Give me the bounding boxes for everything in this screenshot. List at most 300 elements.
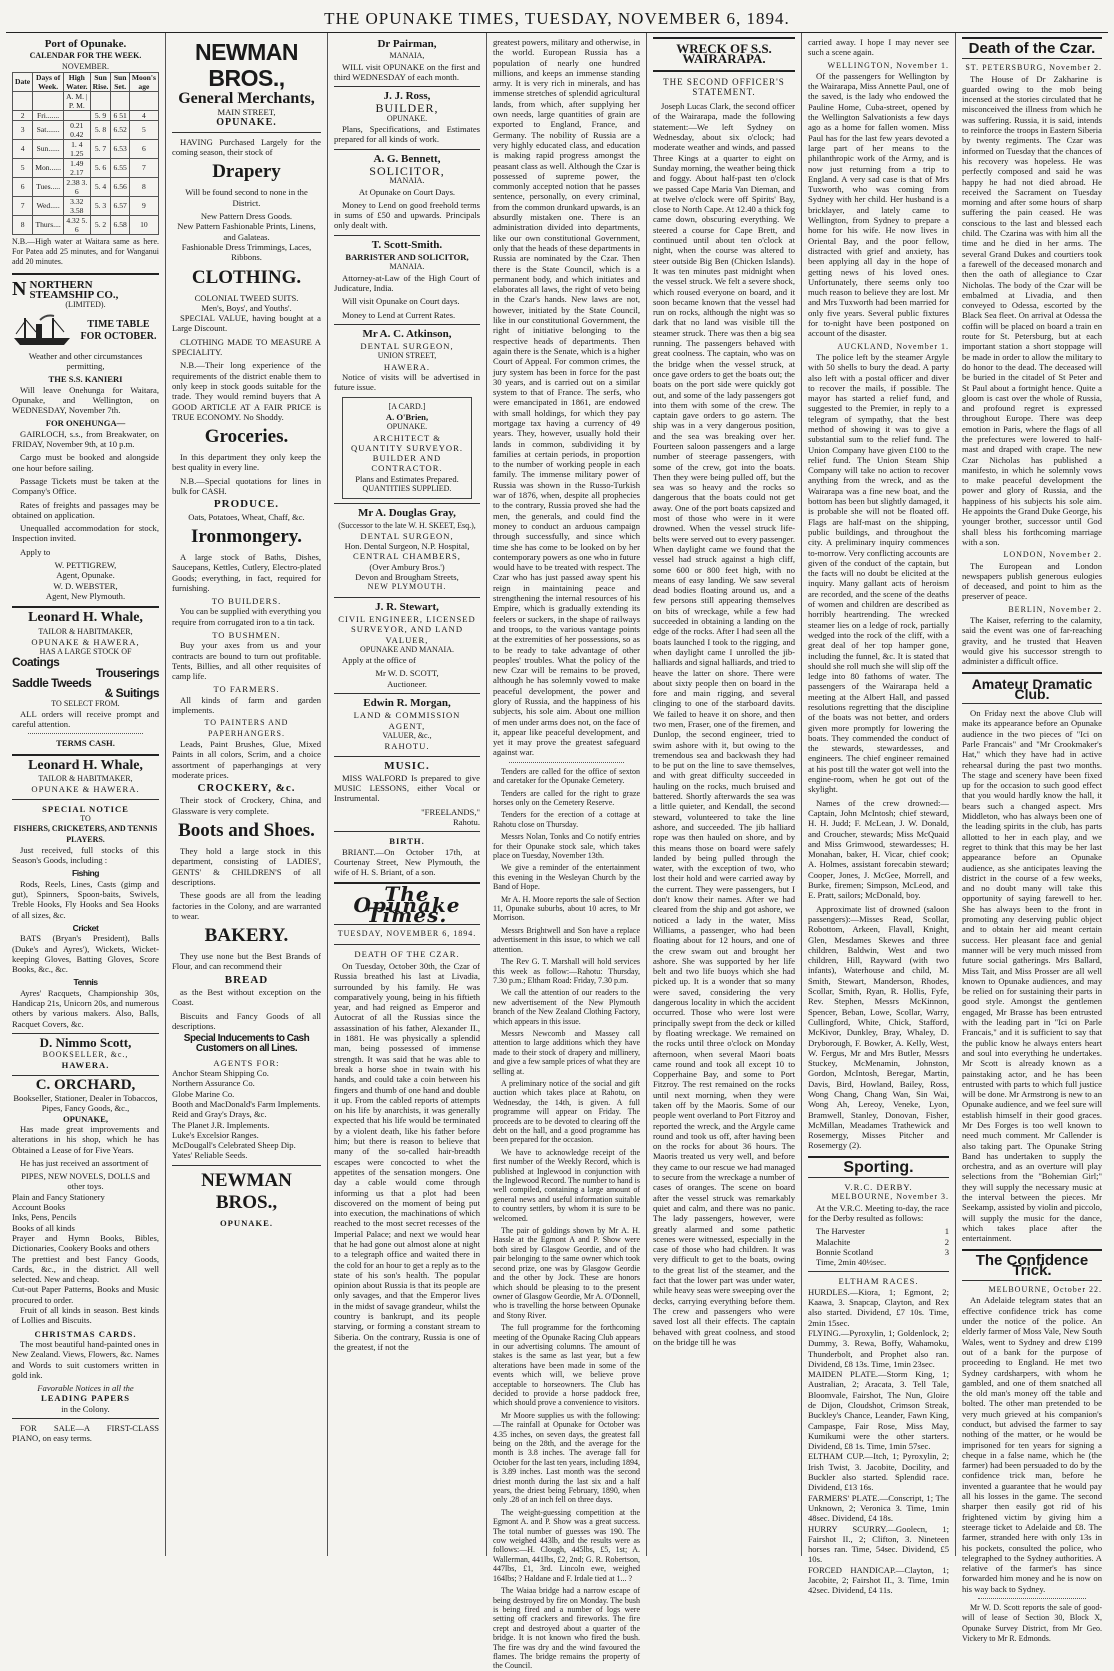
nss-for: FOR ONEHUNGA— [45, 418, 126, 429]
special-notice: SPECIAL NOTICE [42, 803, 129, 814]
clothing-made: CLOTHING MADE TO MEASURE A SPECIALITY. [172, 336, 321, 358]
wreck-subtitle: THE SECOND OFFICER'S STATEMENT. [663, 76, 785, 97]
calendar-month: NOVEMBER. [62, 61, 109, 71]
cricket-heading: Cricket [72, 922, 99, 933]
drapery-heading: Drapery [212, 161, 281, 183]
calendar-cell: 5. 4 [90, 177, 111, 196]
nss-cargo: Cargo must be booked and alongside one hour before sailing. [12, 452, 159, 473]
dateline-stpetersburg: ST. PETERSBURG, November 2. [965, 63, 1102, 73]
calendar-body [13, 110, 159, 234]
pairman-name: Dr Pairman, [377, 38, 437, 50]
calendar-cell: 6 51 [111, 110, 129, 120]
horse-place: 3 [944, 1246, 949, 1257]
newman-town: OPUNAKE. [216, 116, 277, 128]
local-notice: The Rev G. T. Marshall will hold services this week as follow:—Rahotu: Thursday, 7.30 p.m.; Eltham Road: Friday, 7.30 p.m. [493, 957, 640, 985]
calendar-cell: 8 [13, 215, 33, 234]
obrien-body: Plans and Estimates Prepared. [355, 473, 459, 484]
whale-item: & Suitings [104, 686, 159, 701]
atkinson-place: HAWERA. [383, 361, 431, 372]
port-title: Port of Opunake. [44, 38, 127, 50]
bread-body: as the Best without exception on the Coast. [172, 987, 321, 1008]
tennis-heading: Tennis [73, 977, 98, 988]
clothing-body: SPECIAL VALUE, having bought at a Large Discount. [172, 313, 321, 334]
calendar-cell: 10 [129, 215, 158, 234]
crew-drowned: Names of the crew drowned:—Captain, John McIntosh; chief steward, H. H. Judd; F. McLean, J. W. Donald, and Croucher, stewards; Miss McQuaid and Miss Grimwood, stewardesses; H. Monahan, baker, H. Vicar, chief cook; A. Holmes, assistant forecabin steward; Cooper, Jones, J. McGee, Morrell, and Burke, firemen; Simpson, McLeod, and E. Pratt, sailors; McDonald, boy. [808, 797, 949, 901]
bushmen-heading: TO BUSHMEN. [212, 629, 281, 640]
stewart-agent: Mr W. D. SCOTT, [375, 668, 439, 679]
nimmo-place: HAWERA. [61, 1060, 110, 1071]
dateline-berlin: BERLIN, November 2. [1008, 604, 1102, 614]
nss-agent2b: Agent, New Plymouth. [45, 590, 126, 601]
walford-place: Rahotu. [453, 817, 480, 827]
local-notice: A preliminary notice of the social and gift auction which takes place at Rahotu, on Wednesday, the 14th, is given. A full programme will appear on Friday. The proceeds are to be devoted to clearing off the debt on the hall, and a good programme has been prepared for the occasion. [493, 1078, 640, 1145]
horse-place: 1 [944, 1226, 949, 1237]
atkinson-street: UNION STREET, [377, 351, 437, 361]
column-3 [328, 33, 487, 1556]
xmas-heading: CHRISTMAS CARDS. [34, 1328, 137, 1339]
paper-nameplate: The Opunake Times. [353, 882, 461, 928]
whale2-places: OPUNAKE & HAWERA. [31, 784, 140, 795]
calendar-cell: 6.55 [111, 158, 129, 177]
nss-apply: Apply to [20, 546, 51, 557]
nss-rates: Rates of freights and passages may be obtained on application. [12, 499, 159, 520]
gray-body: Hon. Dental Surgeon, N.P. Hospital, [344, 541, 470, 552]
special-fishers: FISHERS, CRICKETERS, AND TENNIS PLAYERS. [13, 824, 158, 844]
nss-timetable: TIME TABLE FOR OCTOBER. [80, 318, 157, 342]
calendar-cell: 4 [129, 110, 158, 120]
calendar-cell: 5 [129, 120, 158, 139]
calendar-subheader-cell [90, 91, 111, 110]
bakery-body: They use none but the Best Brands of Flour, and can recommend their [172, 951, 321, 972]
whale2-title: Leonard H. Whale, [28, 757, 143, 773]
whale-select: TO SELECT FROM. [51, 698, 120, 708]
vrc-result-row [816, 1247, 949, 1257]
dateline-wellington: WELLINGTON, November 1. [827, 60, 949, 70]
steamship-icon [12, 314, 74, 348]
calendar-subheader-cell [111, 91, 129, 110]
leading-papers: LEADING PAPERS [40, 1393, 131, 1404]
local-notice: We give a reminder of the entertainment this evening in the Wesleyan Church by the Band of Hope. [493, 863, 640, 892]
whale-stock: HAS A LARGE STOCK OF [39, 647, 132, 657]
groceries-body: In this department they only keep the best quality in every line. [172, 452, 321, 473]
calendar-title: CALENDAR FOR THE WEEK. [29, 51, 142, 61]
crockery-heading: CROCKERY, &c. [197, 782, 296, 795]
wreck-title: WRECK OF S.S. WAIRARAPA. [676, 41, 772, 67]
orchard-place: OPUNAKE, [62, 1113, 109, 1124]
whale-orders: ALL orders will receive prompt and careful attention. [12, 708, 159, 730]
eltham-heading: ELTHAM RACES. [838, 1276, 919, 1287]
vrc-heading: V.R.C. DERBY. [844, 1182, 913, 1193]
calendar-subheader-row [13, 91, 159, 110]
walford-body: MISS WALFORD Is prepared to give MUSIC LESSONS, either Vocal or Instrumental. [334, 772, 480, 804]
smith-place: MANAIA. [389, 262, 425, 272]
column-2 [166, 33, 328, 1556]
dramatic-body: On Friday next the above Club will make its appearance before an Opunake audience in the two pieces of "Ici on Parle Francais" and "Mr Crookmaker's Hat," which they have had in active rehearsal during the past two months. The stage and scenery have been fixed up for the occasion to such good effect that you would hardly know the hall, it bears such a changed aspect. Mrs Middleton, who has always been one of the leading spirits in the club, has parts allotted to her in each play, and we regret to think that this may be her last appearance before an Opunake audience, as she anticipates leaving the district in the course of a few weeks, and no doubt many will take this opportunity of saying farewell to her. She has always been to the front in promoting any deserving public object and to obtain her aid meant certain success. Her pleasant face and genial manner will be very much missed from future social gatherings. Mrs Ballard, Miss Tait, and Miss Prosser are all well known to Opunake audiences, and may be relied on for sustaining their parts in good style. Amongst the gentlemen engaged, Mr Brasse has been entrusted with the leading part in "Ici on Parle Francais," and it is sufficient to say that the public know he always enters heart and soul into everything he undertakes. Mr Scott is already known as a painstaking actor, and he has been entrusted with parts to which full justice will be done. Mr Armstrong is new to an Opunake audience, and we feel sure will establish himself in their good graces. Mr Des Forges is too well known to need much comment. Mr Callender is also taking part. The Opunake String Band has undertaken to supply the orchestra, and as an overture will play selections from the "Bohemian Girl;" they will supply the necessary music at the interval between the pieces. Mr Seekamp, assisted by violin and piccolo, will supply the music for the dance, which takes place after the entertainment. [962, 708, 1102, 1244]
local-notice: Mr A. H. Moore reports the sale of Section 11, Opunake suburbs, about 10 acres, to Mr Morrison. [493, 894, 640, 923]
calendar-cell: 4.32 5. 6 [64, 215, 91, 234]
passengers-drowned: Approximate list of drowned (saloon passengers):—Misses Read, Scollar, Robottom, Arkeen, Flavall, Knight, Glen, Mesdames Skewes and three children, Baldwin, West and two children, Hill, Rayward (with two infants), Waterhouse and child, M. Smith, Stewart, Manderson, Rhodes, Scollar, Smith, Ryan, R. Hollis, Fyfe, Rev. Stephen, Messrs McKinnon, Spencer, Beban, Lowe, Scollar, Warry, Cullingford, White, Chick, Stafford, McKivor, Dunkley, Bray, Whaley, D. Dryborough, F. Bowker, A. Kelly, West, W. Fergus, Mr and Mrs Butler, Messrs Stuckey, McMenamin, Johnston, Gordon, McIntosh, Beregar, Martin, Davis, Bird, Howland, Bailey, Ross, Wong Chang, Chang Wan, Sin Wai, Wong Ah, Lereoy, Veneke, Lyon, Bramwell, Stanley, Donovan, Fisher, McMillan, Meadames Trathewick and Rosemergy, Misses Pitcher and Rosemergy (2). [808, 903, 949, 1151]
calendar-header-cell: Days of Week. [33, 72, 64, 91]
stewart-agent2: Auctioneer. [387, 678, 427, 689]
whale2-sub: TAILOR & HABITMAKER, [38, 774, 133, 784]
vrc-result-row [816, 1237, 949, 1247]
calendar-cell: 6.56 [111, 177, 129, 196]
sporting-heading: Sporting. [843, 1158, 914, 1176]
calendar-subheader-cell [13, 91, 33, 110]
obrien-card [342, 397, 472, 500]
newman-title: NEWMAN BROS., [194, 39, 299, 91]
atkinson-trade: DENTAL SURGEON, [360, 341, 454, 352]
groceries-nb: N.B.—Special quotations for lines in bulk for CASH. [172, 475, 321, 497]
painters-body: Leads, Paint Brushes, Glue, Mixed Paints in all colors, Scrim, and a choice assortment of paperhangings at very moderate prices. [172, 738, 321, 780]
orchard-sub: Bookseller, Stationer, Dealer in Tobaccos, Pipes, Fancy Goods, &c., [13, 1093, 158, 1114]
calendar-cell: Mon...... [33, 158, 64, 177]
ross-place: OPUNAKE. [386, 113, 428, 123]
terms-cash: TERMS CASH. [56, 738, 115, 749]
farmers-body: All kinds of farm and garden implements. [172, 694, 321, 716]
vrc-time: Time, 2min 40½sec. [816, 1257, 887, 1268]
bennett-place: MANAIA. [389, 176, 425, 186]
calendar-row [13, 110, 159, 120]
calendar-cell: 6.57 [111, 196, 129, 215]
boots-body2: These goods are all from the leading factories in the Colony, and are warranted to wear. [172, 890, 321, 921]
bennett-body: At Opunake on Court Days. [358, 186, 456, 197]
nimmo-title: D. Nimmo Scott, [39, 1034, 132, 1050]
paper-date: TUESDAY, NOVEMBER 6, 1894. [337, 929, 477, 939]
local-notice: Tenders for the erection of a cottage at Rahotu close on Thursday. [493, 810, 640, 829]
stewart-place: OPUNAKE AND MANAIA. [360, 644, 454, 654]
iron-body: A large stock of Baths, Dishes, Saucepans, Kettles, Cutlery, Electro-plated Goods; everything, in fact, required for furnishing. [172, 551, 321, 593]
produce-heading: PRODUCE. [213, 498, 280, 511]
wreck-body: Joseph Lucas Clark, the second officer of the Wairarapa, made the following statement:—We left Sydney on Wednesday, about six o'clock; had moderate weather and winds, and passed Three Kings at a quarter to eight on Sunday morning, the weather being thick and foggy. About half-past ten o'clock we passed Cape Maria Van Dieman, and at twelve o'clock were off Spirits' Bay, close to North Cape. At 12.40 a thick fog came down, obscuring everything. We steered a course for Cape Brett, and continued until about ten o'clock at night, when the course was altered to steer outside Big Ben (Chicken Islands). It was ten minutes past midnight when the vessel struck. We felt a severe shock, which roused everyone on board, and it soon became known that the vessel had run on rocks, although the night was so dark that no land was visible till the steamer struck. There was then a big sea running. The passengers behaved with great coolness. The captain, who was on the bridge when the vessel struck, at once gave orders to get the boats out; the boats on the port side were quickly got out, and some of the lady passengers got into them with some of the crew. The captain gave orders to go astern. The ship was in a very dangerous position, and the sea was breaking over her. Fourteen saloon passengers and a large number of steerage passengers, with some of the crew, got into the boats. Then they were being pulled off, but the sea was so heavy and the rocks so dangerous that the boats could not get away. One of the port boats capsized and most of those who were in it were drowned. When the vessel struck life-belts were served out to every passenger. When daylight came we found that the vessel had struck against a high cliff, some 600 or 800 feet high, with no means of easy landing. We saw several dead bodies floating around us, and a few persons still appearing themselves on bits of wreckage, while a few had succeeded in obtaining a landing on the edge of the rocks. After I had seen all the boats launched I took to the rigging, and when daylight came I unrolled the jib-halliards and signal halliards, and tried to heave the latter on shore. There were about sixty people then on board in the fore and main rigging, and several clinging to one of the starboard davits. We failed to heave it on shore, and then two men, Fraser, one of the firemen, and Dunlop, the second engineer, tried to swim ashore with it, but owing to the tremendous sea and backwash they had to be put on the line to save themselves, and with great difficulty succeeded in hauling on the rocks, much bruised and battered. Shortly afterwards the sea was a little quieter, and Kendall, the second steward, volunteered to take the line ashore, and succeeded. The jib halliard rope was then hauled on shore, and by this means those on board were safely landed by being pulled through the water, with the exception of two, who lost their hold and were carried away by the current. They were passengers, but I don't know their names. After we had cleared from the ship and got ashore, we noticed a lady in the water, Miss Williams, a passenger, who had been floating about for 12 hours, and one of the crew swam out and brought her ashore. She was supported by her life belt and two life buoys which she had picked up. It is a wonder that so many were saved, considering the very dangerous locality in which the accident occurred. Those who were lost were principally swept from the deck or killed by floating wreckage. We remained on the rocks until three o'clock on Monday afternoon, when several Maori boats came round and took all except 10 to Copperhaine Bay, and some to Port Fitzroy. The rest remained on the rocks until next morning, when they were taken off by the Maoris. Some of our people went overland to Port Fitzroy and reported the wreck, and the Argyle came round and took us off, after having been on the rocks for about 36 hours. The Maoris treated us very well, and before they came to our rescue we had managed to secure from the wreckage a number of cases of oranges. The scene on board after the vessel struck was remarkably quiet and calm, and there was no panic. The lady passengers, however, were greatly alarmed and some pathetic scenes were witnessed, especially in the case of those who had children. It was very difficult to get to the boats, owing to the great list of the steamer, and the fact that the lower part was under water, while heavy seas were sweeping over the decks, carrying everything before them. The crew and passengers who were saved lost all their effects. The captain behaved with great coolness, and stood on the bridge till he was [653, 101, 795, 1347]
ross-name: J. J. Ross, [383, 90, 431, 103]
smith-body2: Will visit Opunake on Court days. [342, 296, 460, 307]
farmers-heading: TO FARMERS. [213, 684, 280, 695]
tennis-body: Ayres' Racquets, Championship 30s, Handicap 21s, Unicorn 20s, and numerous others by various makers. Also, Balls, Racquet Covers, &c. [12, 987, 159, 1029]
vrc-result-row [816, 1226, 949, 1236]
painters-heading: TO PAINTERS AND PAPERHANGERS. [204, 718, 289, 738]
cricket-body: BATS (Bryan's President), Balls (Duke's and Ayres'), Wickets, Wicket-keeping Gloves, Batting Gloves, Score Books, &c., &c. [12, 933, 159, 975]
calendar-cell: 1.49 2.17 [64, 158, 91, 177]
calendar-cell: 3 [13, 120, 33, 139]
berlin-body: The Kaiser, referring to the calamity, said the event was one of far-reaching gravity, and he trusted that Heaven would give his successor strength to administer a difficult office. [962, 615, 1102, 667]
column-1 [6, 33, 166, 1556]
death-title: DEATH OF THE CZAR. [354, 948, 460, 959]
nss-agent1: W. PETTIGREW, [54, 560, 117, 571]
dateline-london: LONDON, November 2. [1003, 550, 1102, 560]
obrien-name: A. O'Brien, [385, 411, 429, 422]
orchard-body: Has made great improvements and alterations in his shop, which he has Obtained a Lease of for Five Years. [12, 1123, 159, 1155]
bakery-heading: BAKERY. [204, 925, 289, 947]
eltham-body: HURDLES.—Kiora, 1; Egmont, 2; Kaawa, 3. Snapcap, Clayton, and Rex also started. Dividend, £7 10s. Time, 2min 15sec. FLYING.—Pyroxylin, 1; Goldenlock, 2; Dummy, 3. Rewa, Boffy, Wahamoku, Thunderbolt, and Prophet also ran. Dividend, £8 13s. Time, 1min 23sec. MAIDEN PLATE.—Storm King, 1; Australian, 2; Aracata, 3. Tell Tale, Bloomvale, Fairshot, The Nun, Gloire de Dijon, Cloudshot, Crimson Streak, Buckley's Chance, Leander, Fawn King, Campaspe, Fair Rose, Miss May, Kumikumi were the other starters. Dividend, £8 1s. Time, 1min 57sec. ELTHAM CUP.—Itch, 1; Pyroxylin, 2; Irish Twist, 3. Jacobite, Docility, and Buckler also started. Splendid race. Dividend, £13 16s. FARMERS' PLATE.—Conscript, 1; The Unknown, 2; Veronica 3. Time, 1min 48sec. Dividend, £4 18s. HURRY SCURRY.—Goolecn, 1; Fairshot II., 2; Clifton, 3. Nineteen horses ran. Time, 54sec. Dividend, £5 10s. FORCED HANDICAP.—Clayton, 1; Jacobite, 2; Fairshot II., 3. Time, 1min 42sec. Dividend, £4 11s. [808, 1286, 949, 1596]
fishing-body: Rods, Reels, Lines, Casts (gimp and gut), Spinners, Spoon-baits, Swivels, Treble Hooks, Fly Hooks and Sea Hooks of all sizes, &c. [12, 878, 159, 920]
whale-title: Leonard H. Whale, [28, 610, 143, 626]
boots-heading: Boots and Shoes. [178, 820, 315, 842]
masthead: THE OPUNAKE TIMES, TUESDAY, NOVEMBER 6, 1894. [6, 6, 1108, 33]
nss-limited: (LIMITED). [65, 300, 106, 310]
london-body: The European and London newspapers publish generous eulogies of deceased, and point to him as the preserver of peace. [962, 560, 1102, 602]
atkinson-name: Mr A. C. Atkinson, [362, 327, 452, 340]
calendar-subheader-cell: A. M. | P. M. [64, 91, 91, 110]
local-notice: Mr Moore supplies us with the following:—The rainfall at Opunake for October was 4.35 inches, on seven days, the greatest fall being on the 28th, and the average for the month is 3.8 inches. The average fall for October for the last ten years, including 1894, is 3.89 inches. Last month was the second driest month during the last six and a half years, the driest being February, 1890, when only .28 of an inch fell on three days. [493, 1410, 640, 1505]
bread-body2: Biscuits and Fancy Goods of all descriptions. [172, 1010, 321, 1031]
clothing-sub2: Men's, Boys', and Youths'. [201, 302, 292, 313]
whale-item: Saddle Tweeds [12, 675, 92, 690]
in-colony: in the Colony. [61, 1403, 110, 1414]
calendar-subheader-cell [33, 91, 64, 110]
gray-name: Mr A. Douglas Gray, [358, 507, 456, 520]
wellington-body: Of the passengers for Wellington by the Wairarapa, Miss Annette Paul, one of the saved, is the lady who endowed the Pauline Home, Cuba-street, opened by the Wellington Salvationists a few days ago as a home for fallen women. Miss Paul has for the last few years devoted a large part of her means to the philanthropic work of the Army, and is now just returning from a trip to England. A very sad case is that of Mrs Tuxworth, who was coming from Sydney with her child. Her husband is a bricklayer, and lately came to Wellington, from Sydney to prepare a home for his wife. He now lives in Oriental Bay, and the poor fellow, distracted with grief and anxiety, has been applying all day in the hope of getting news of his loved ones. Unfortunately, there seems only too much reason to believe they are lost. Mr and Mrs Tuxworth had been married for only five years. Several public fixtures for to-night have been postponed on account of the disaster. [808, 70, 949, 339]
wreck-continued: carried away. I hope I may never see such a scene again. [808, 37, 949, 58]
agents-heading: AGENTS FOR: [213, 1057, 280, 1068]
calendar-row [13, 196, 159, 215]
birth-heading: BIRTH. [389, 836, 425, 847]
calendar-cell: 2.38 3. 6 [64, 177, 91, 196]
fishing-heading: Fishing [71, 868, 100, 879]
newman-footer-title: NEWMAN BROS., [201, 1169, 292, 1213]
pairman-place: MANAIA, [389, 51, 425, 61]
walford-addr: "FREELANDS," [421, 806, 480, 817]
bushmen-body: Buy your axes from us and your contracts are bound to turn out profitable. Tents, Billies, and all other requisites of camp life. [172, 640, 321, 682]
local-notice: We have to acknowledge receipt of the first number of the Weekly Record, which is published at Inglewood in conjunction with the Inglewood Record. The number to hand is well compiled, containing a large amount of general news and useful information suitable to country settlers, by whom it is sure to be welcomed. [493, 1147, 640, 1223]
drapery-body: Will be found second to none in the District. [185, 187, 308, 208]
stewart-trade: CIVIL ENGINEER, LICENSED SURVEYOR, AND LAND VALUER, [338, 613, 476, 645]
calendar-cell: Fri....... [33, 110, 64, 120]
gray-addr2: (Over Ambury Bros.') [369, 561, 445, 572]
nss-passage: Passage Tickets must be taken at the Company's Office. [12, 475, 159, 497]
calendar-cell: 5 [13, 158, 33, 177]
newman-street: MAIN STREET, [217, 107, 276, 118]
calendar-cell: 6 [13, 177, 33, 196]
builders-body: You can be supplied with everything you require from corrugated iron to a tin tack. [172, 606, 321, 627]
steamship-ad: NNORTHERN STEAMSHIP CO., (LIMITED). TIME TABLE FOR OCTOBER. Weather and other circumstances permitting, THE S.S. KANIERI Will leave Onehunga for Waitara, Opunake, and Wellington, on WEDNESDAY, November 7th. FOR ONEHUNGA— GAIRLOCH, s.s., from Breakwater, on FRIDAY, November 9th, at 10 p.m. Cargo must be booked and alongside one hour before sailing. Passage Tickets must be taken at the Company's Office. Rates of freights and passages may be obtained on application. Unequalled accommodation for stock, Inspection invited. Apply to W. PETTIGREW, Agent, Opunake. W. D. WEBSTER, Agent, New Plymouth. [12, 277, 159, 601]
gray-succ: (Successor to the late W. H. SKEET, Esq.), [338, 520, 476, 530]
calendar-row [13, 158, 159, 177]
orchard-assort: He has just received an assortment of [20, 1157, 149, 1168]
nimmo-sub: BOOKSELLER, &c., [42, 1050, 129, 1060]
calendar-cell: Wed..... [33, 196, 64, 215]
column-6 [802, 33, 956, 1596]
calendar-cell: 7 [129, 158, 158, 177]
dateline-melbourne: MELBOURNE, October 22. [988, 1285, 1102, 1295]
calendar-cell: 7 [13, 196, 33, 215]
calendar-row [13, 139, 159, 158]
stewart-apply: Apply at the office of [342, 655, 416, 666]
bennett-name: A. G. Bennett, [373, 152, 441, 165]
calendar-cell: 4 [13, 139, 33, 158]
calendar-cell: Sat....... [33, 120, 64, 139]
boots-body: They hold a large stock in this department, consisting of LADIES', GENTS' & CHILDREN'S of all descriptions. [172, 846, 321, 887]
calendar-cell: Sun...... [33, 139, 64, 158]
obrien-trade2: BUILDER AND CONTRACTOR. [371, 453, 443, 474]
nss-gairloch: GAIRLOCH, s.s., from Breakwater, on FRIDAY, November 9th, at 10 p.m. [12, 428, 159, 450]
local-notice: The full programme for the forthcoming meeting of the Opunake Racing Club appears in our advertising columns. The amount of stakes is the same as last year, but a few alterations have been made in some of the events which will, we believe prove acceptable to horseowners. The Club has decided to provide a horse paddock free, which should prove a convenience to visitors. [493, 1323, 640, 1408]
atkinson-body: Notice of visits will be advertised in future issue. [334, 372, 480, 393]
newman-footer-town: OPUNAKE. [219, 1217, 274, 1228]
calendar-header-cell: Sun Set. [111, 72, 129, 91]
columns [6, 33, 1108, 1671]
calendar-cell: 5. 9 [90, 110, 111, 120]
gray-addr3: Devon and Brougham Streets, [355, 572, 459, 583]
special-inducements: Special Inducements to Cash Customers on all Lines. [183, 1033, 310, 1055]
local-notice: The weight-guessing competition at the Egmont A. and P. Show was a great success. The total number of guesses was 190. The cow weighed 443lb, and the results were as follows:—H. Clough, 445lbs, £5, 1st; A. Wallerman, 441lbs, £2, 2nd; G. R. Robertson, 447lbs, £1, 3rd. Lincoln ewe, weighed 164lbs; ? Haldane and F. Irdale tied at 1... ? [493, 1507, 640, 1583]
nss-ship: THE S.S. KANIERI [48, 374, 123, 385]
calendar-header-cell: Moon's age [129, 72, 158, 91]
stpetersburg-body: The House of Dr Zakharine is guarded owing to the mob being incensed at the stories circulated that he misconceived the illness from which he was suffering. Russia, it is said, intends to reinforce the troops in Eastern Siberia by twenty regiments. The Czar was informed on Tuesday that the chances of his recovery was hopeless. He was perfectly composed and said he was happy he had not died abroad. He received the Sacrament on Tuesday morning and after some hours of sharp suffering the pain ceased. He was conscious to the last and blessed each child. The Czarina was with him all the time and he died in her arms. The several Grand Dukes and courtiers took a farewell of the deceased monarch and then the oath of allegiance to Czar Nicholas. The body of the Czar will be embalmed at Livadia, and then conveyed to Odessa, escorted by the Black Sea fleet. On arrival at Odessa the coffin will be placed on board a train en route for St. Petersburg, but at each important station a short stoppage will be made in order to allow the military to do honor to the dead. The deceased will be buried in the citadel of St Peter and St Paul about a fortnight hence. Quite a gloom is cast over the whole of Russia, and profound regret is expressed throughout Europe. There was deep emotion in Paris, where the flags of all the prefectures were lowered to half-mast and draped with crape. The new Czar Nicholas has published a manifesto, in which he solemnly vows to make peaceful development the power and glory of Russia, and the happiness of his subjects his sole aim. He appoints the Grand Duke George, his younger brother, successor until God shall bless his forthcoming marriage with a son. [962, 73, 1102, 547]
orchard-items: PIPES, NEW NOVELS, DOLLS and other toys. [21, 1171, 150, 1192]
calendar-row [13, 177, 159, 196]
local-notice: Tenders are called for the right to graze horses only on the Cemetery Reserve. [493, 788, 640, 807]
column-5 [647, 33, 802, 1556]
orchard-list: Plain and Fancy Stationery Account Books Inks, Pens, Pencils Books of all kinds Prayer and Hymn Books, Bibles, Dictionaries, Cookery Books and others The prettiest and best Fancy Goods, Cards, &c., in the district. All well selected. New and cheap. Cut-out Paper Patterns, Books and Music procured to order. [12, 1191, 159, 1305]
calendar-header-cell: Date [13, 72, 33, 91]
calendar-cell: Thurs.... [33, 215, 64, 234]
whale-items [12, 655, 159, 701]
calendar-row [13, 215, 159, 234]
vrc-body: At the V.R.C. Meeting to-day, the race for the Derby resulted as follows: [808, 1202, 949, 1223]
calendar-row [13, 120, 159, 139]
calendar-cell: 1. 4 1.25 [64, 139, 91, 158]
calendar-cell [64, 110, 91, 120]
nss-agent2: W. D. WEBSTER, [53, 580, 118, 591]
calendar-cell: 5. 3 [90, 196, 111, 215]
nss-unequalled: Unequalled accommodation for stock, Inspection invited. [12, 523, 159, 544]
gray-trade: DENTAL SURGEON, [360, 530, 454, 541]
whale-places: OPUNAKE & HAWERA, [31, 636, 140, 647]
calendar-cell: 3.32 3.58 [64, 196, 91, 215]
nss-agent1b: Agent, Opunake. [56, 570, 115, 581]
favorable-notices: Favorable Notices in all the [37, 1383, 134, 1394]
local-notice: Messrs Nolan, Tonks and Co notify entries for their Opunake stock sale, which takes place on Tuesday, November 13th. [493, 832, 640, 861]
ironmongery-heading: Ironmongery. [190, 525, 302, 547]
card-label: [A CARD.] [388, 401, 426, 411]
orchard-title: C. ORCHARD, [35, 1076, 136, 1093]
dramatic-heading: Amateur Dramatic Club. [971, 675, 1093, 702]
calendar-cell: 6 [129, 139, 158, 158]
calendar-cell: 9 [129, 196, 158, 215]
smith-body3: Money to Lend at Current Rates. [342, 309, 456, 320]
local-notice: We call the attention of our readers to the new advertisement of the New Plymouth branch of the New Zealand Clothing Factory, which appears in this issue. [493, 988, 640, 1026]
horse-place: 2 [944, 1236, 949, 1247]
czar-article-continued: greatest powers, military and otherwise, in the world. European Russia has a population of nearly one hundred millions, and keeps an immense standing army. It is very rich in minerals, and has immense stretches of splendid agricultural lands, from which, after supplying her own needs, large quantities of grain are exported to England, France, and Germany. The nobility of Russia are a very highly educated class, and education is making rapid progress amongst the peasant class as well. Although the Czar is possessed of supreme power, the commonly accepted notion that he passes sentence, personally, on every criminal, from the common drunkard upwards, is an absurdly mistaken one. There is an administration divided into departments, like our own constitutional Government, only that the heads of these departments in Russia are nominated by the Czar. Then there is the State Council, which is a permanent body, and which initiates and elaborates all laws, the right of veto being in the Czar's hands. New laws are not, however, initiated by the State Council, like in our constitutional Government, the right of initiative belonging to the respective heads of departments. Then again there is the Senate, which is a higher Court of Appeal. For common crimes, the jury system has been in force for the past 30 years, and is carried out on a similar system to that of France. The serfs, who were emancipated in 1861, are endowed with small holdings, for which they pay mortgage tax having a currency of 49 years. They, however, usually hold their lands in common, subdividing it by families at certain periods, in proportion to the number of working people in each family. The immense military power of Russia was shown in the Russo-Turkish war of 1876, when, despite all prophecies to the contrary, Russia proved she had the men, the generals, and could find the money to conduct an arduous campaign through successfully, and since which time she has come to be looked on by her contemporary powers as one who in future would have to be treated with respect. The Czar who has just passed away spent his reign in maintaining peace and strengthening the internal resources of his Empire, which is gradually extending its feelers or suckers, in the shape of railways and troops, to the various vantage points at the extremities of her possessions, so as to be ready to take advantage of other peoples' troubles. What the policy of the new Czar will be remains to be proved, although he has solemnly vowed to make peaceful development, the power and glory of Russia, and the happiness of his subjects, his sole aim. About one million of men under arms does not, on the face of it, appear like peaceful development, and yet it may prove the greatest safeguard against war. [493, 37, 641, 758]
waiaa-notice: The Waiaa bridge had a narrow escape of being destroyed by fire on Monday. The bush is being fired and a number of logs were setting off crackers and fireworks. The fire crept and destroyed about a quarter of the bridge. It is not known who fired the bush. The fire was dry and the wind favoured the flames. The bridge remains the property of the Council. [493, 1586, 640, 1671]
morgan-trade: LAND & COMMISSION AGENT, [353, 710, 461, 731]
stewart-name: J. R. Stewart, [375, 600, 439, 613]
scott-sale-note: Mr W. D. Scott reports the sale of good-will of lease of Section 30, Block X, Opunake Survey District, from Mr Geo. Vickery to Mr R. Edmonds. [962, 1603, 1102, 1643]
bread-heading: BREAD [224, 973, 269, 986]
ross-trade: BUILDER, [375, 101, 439, 116]
calendar-cell: 0.21 0.42 [64, 120, 91, 139]
morgan-place: RAHOTU. [384, 741, 430, 752]
local-notice: Messrs Newcomb and Massey call attention to large additions which they have made to their stock of drapery and millinery, and give a few sample prices of what they are selling at. [493, 1028, 640, 1076]
horse-name: Malachite [816, 1236, 851, 1247]
local-notices [493, 767, 640, 1583]
calendar-subheader-cell [129, 91, 158, 110]
horse-name: The Harvester [816, 1226, 865, 1237]
calendar-cell: 5. 6 [90, 158, 111, 177]
calendar-cell: 6.52 [111, 120, 129, 139]
dateline-auckland: AUCKLAND, November 1. [837, 341, 949, 351]
pairman-body: WILL visit OPUNAKE on the first and third WEDNESDAY of each month. [334, 61, 480, 82]
ross-body: Plans, Specifications, and Estimates prepared for all kinds of work. [334, 124, 480, 145]
morgan-name: Edwin R. Morgan, [363, 697, 451, 710]
newman-nb: N.B.—Their long experience of the requirements of the district enable them to only keep in stock goods suitable for the trade. They would remind buyers that A GOOD ARTICLE AT A FAIR PRICE is TRUE ECONOMY. No Shoddy. [172, 360, 321, 422]
music-heading: MUSIC. [384, 759, 430, 772]
bennett-body2: Money to Lend on good freehold terms in sums of £50 and upwards. Principals only dealt with. [334, 199, 480, 231]
orchard-fruit: Fruit of all kinds in season. Best kinds of Lollies and Biscuits. [12, 1305, 159, 1326]
confidence-heading: The Confidence Trick. [975, 1251, 1089, 1279]
produce-body: Oats, Potatoes, Wheat, Chaff, &c. [188, 511, 305, 522]
column-4 [487, 33, 647, 1671]
whale-sub: TAILOR & HABITMAKER, [38, 626, 133, 636]
obrien-body2: QUANTITIES SUPPLIED. [362, 483, 452, 493]
whale-item: Coatings [12, 655, 60, 670]
calendar-header-row [13, 72, 159, 91]
calendar-note: N.B.—High water at Waitara same as here. For Patea add 25 minutes, and for Wanganui add 20 minutes. [12, 236, 159, 267]
calendar-cell: 6.53 [111, 139, 129, 158]
bennett-trade: SOLICITOR, [369, 163, 445, 178]
calendar-cell: 8 [129, 177, 158, 196]
calendar-cell: 5. 2 [90, 215, 111, 234]
calendar-cell: 6.58 [111, 215, 129, 234]
clothing-sub: COLONIAL TWEED SUITS. [194, 292, 299, 303]
calendar-cell: 5. 7 [90, 139, 111, 158]
calendar-header-cell: High Water. [64, 72, 91, 91]
czar-news-heading: Death of the Czar. [968, 40, 1096, 57]
calendar-cell: Tues..... [33, 177, 64, 196]
smith-trade: BARRISTER AND SOLICITOR, [345, 252, 469, 263]
birth-body: BRIANT.—On October 17th, at Courtenay Street, New Plymouth, the wife of H. S. Briant, of a son. [334, 846, 480, 878]
local-notice: Tenders are called for the office of sexton and caretaker for the Opunake Cemetery. [493, 766, 640, 786]
drapery-items: New Pattern Dress Goods. New Pattern Fashionable Prints, Linens, and Galateas. Fashionable Dress Trimmings, Laces, Ribbons. [177, 211, 316, 263]
newman-having: HAVING Purchased Largely for the coming season, their stock of [172, 136, 321, 158]
horse-name: Bonnie Scotland [816, 1246, 874, 1257]
local-notice: Messrs Brightwell and Son have a replace advertisement in this issue, to which we call attention. [493, 925, 640, 954]
vrc-results [808, 1226, 949, 1257]
obrien-place: OPUNAKE. [386, 422, 428, 432]
nss-leave: Will leave Onehunga for Waitara, Opunake, and Wellington, on WEDNESDAY, November 7th. [12, 384, 159, 416]
xmas-body: The most beautiful hand-painted ones in New Zealand. Views, Flowers, &c. Names and Words to suit customers written in gold ink. [12, 1338, 159, 1380]
newman-sub: General Merchants, [178, 90, 315, 107]
smith-body: Attorney-at-Law of the High Court of Judicature, India. [334, 272, 480, 293]
column-7 [956, 33, 1108, 1643]
nss-title: NORTHERN STEAMSHIP CO., [29, 278, 119, 302]
morgan-val: VALUER, &c., [382, 730, 432, 740]
calendar-table [12, 72, 159, 235]
calendar-cell: 2 [13, 110, 33, 120]
obrien-trade: ARCHITECT & QUANTITY SURVEYOR. [351, 432, 463, 453]
builders-heading: TO BUILDERS. [211, 596, 282, 607]
gray-addr: CENTRAL CHAMBERS, [353, 551, 461, 562]
groceries-heading: Groceries. [204, 426, 289, 448]
for-sale: FOR SALE—A FIRST-CLASS PIANO, on easy terms. [12, 1422, 159, 1444]
auckland-body: The police left by the steamer Argyle with 50 shells to bury the dead. A party also left with a postal officer and diver to recover the mails, if possible. The mayor has started a relief fund, and suggested to the Premier, in reply to a telegram of sympathy, that the best method of showing it was to give a substantial sum to the relief fund. The Union Company have given £100 to the relief fund. The Union Steam Ship Company will take no action to recover anything from the wreck, and as the Wairarapa was a fine new boat, and the bottom has been but slightly damaged, it is probable she will not be floated off. Flags are half-mast on the shipping, public buildings, and throughout the city. A preliminary inquiry commences to-morrow. Very conflicting accounts are given of the conduct of the captain, but the facts will no doubt be elicited at the inquiry. Many gallant acts of heroism are recorded, and the scene of the deaths of women and children are described as horribly heartrending. The wrecked steamer lies on a ledge of rock, partially wedged into the rock of the cliff, with a great deal of her top hamper gone, including the funnel, &c. It is stated that should she roll much she will slip off the ledge into 80 fathoms of water. The passengers of the Wairarapa held a meeting at the Albert Hall, and passed resolutions regretting that the discipline of the boats was not better, and orders given more promptly for lowering the boats. They commended the conduct of the stewards, stewardesses, and engineers. The chief engineer remained at his post till the water got well into the engine-room, when he got out of the skylight. [808, 351, 949, 795]
crockery-body: Their stock of Crockery, China, and Glassware is very complete. [172, 795, 321, 816]
whale-item: Trouserings [95, 665, 159, 680]
calendar-header-cell: Sun Rise. [90, 72, 111, 91]
local-notice: The pair of goldings shown by Mr A. H. Hassle at the Egmont A and P. Show were both sired by Glasgow Geordie, and of the pair belonging to the same owner which took second prize, one was by Glasgow Geordie and the other by Jock. These are honors which should be pleasing to to the present owner of Glasgow Geordie, Mr A. O'Donnell, who is travelling the horse between Opunake and Stony River. [493, 1226, 640, 1320]
special-body: Just received, full stocks of this Season's Goods, including : [12, 844, 159, 866]
clothing-heading: CLOTHING. [191, 266, 302, 288]
agents-list: Anchor Steam Shipping Co. Northern Assurance Co. Globe Marine Co. Booth and MacDonald's Farm Implements. Reid and Gray's Drays, &c. The Planet J.R. Implements. Luke's Excelsior Ranges. McDougall's Celebrated Sheep Dip. Yates' Reliable Seeds. [172, 1068, 321, 1161]
smith-name: T. Scott-Smith. [371, 238, 443, 251]
confidence-body: An Adelaide telegram states that an effective confidence trick has come under the notice of the police. An elderly farmer of Moss Vale, New South Wales, went to Sydney and drew £199 out of a bank for the purpose of proceeding to England. He met two Sydney cardsharpers, with whom he gambled, and one of them snatched all the old man's money off the table and bolted. The other man pretended to be very much grieved at his companion's conduct, but advised the farmer to say nothing of the matter, or he would be imprisoned for ten years for signing a cheque in a false name, which he (the farmer) had been persuaded to do by the confidence trick man, before he invented a guarantee that he would pay all his losses in the game. The second sharper then easily got rid of his frightened victim by giving him a steerage ticket to Adelaide and £8. The farmer, stranded here with only 13s in his pockets, consulted the police, who telegraphed to the Sydney authorities. A relative of the farmer's has since forwarded him money and he is now on his way back to Sydney. [962, 1295, 1102, 1594]
nss-weather: Weather and other circumstances permitting, [28, 350, 143, 371]
special-to: TO [80, 813, 91, 823]
gray-place: NEW PLYMOUTH. [367, 582, 447, 592]
death-body: On Tuesday, October 30th, the Czar of Russia breathed his last at Livadia, surrounded by his family. He was comparatively young, being in his fiftieth year, and had reigned as Emperor and Autocrat of all the Russias since the assassination of his father, Alexander II., in 1881. He was physically a splendid man, being possessed of immense strength. It was said that he was able to break a horse shoe in twain with his hands, and could take a coin between his fingers and thumb of one hand and double it up. From the cabled reports of attempts on his life by anarchists, it was generally expected that his life would be terminated by a violent death, like his father before him; but there is reason to believe that many of the so-called hair-breadth escapes were concocted to whet the appetites of the sensation mongers. One day a cable would come through informing us that a plot had been discovered on the moment of being put into execution, the machinations of which reached to the most secret recesses of the Imperial Palace; and next we would hear that he had gone out almost alone at night to a telegraph office and waited there in the cold for an hour to get a reply as to the state of his son's health. The popular opinion about Russia is that its people are only savages, and that the Emperor lives in the midst of savage grandeur, whilst the country is bankrupt, and its people starving, or forming a constant stream to Siberia. On the contrary, Russia is one of the greatest, if not the [334, 960, 480, 1352]
calendar-cell: 5. 8 [90, 120, 111, 139]
